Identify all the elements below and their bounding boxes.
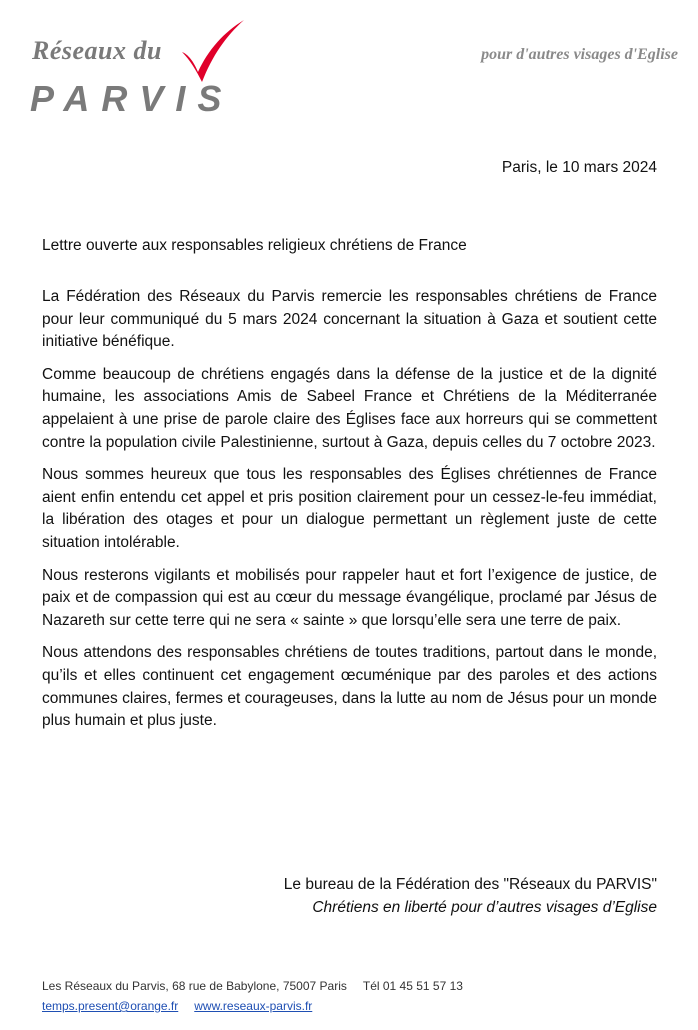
signature-line1: Le bureau de la Fédération des "Réseaux du PARVIS" — [283, 876, 657, 893]
paragraph: Nous sommes heureux que tous les responsables des Églises chrétiennes de France aient enfin entendu cet appel et pris position clairement pour un cessez-le-feu immédiat, la libération des otages et pour un dialogue permettant un règlement juste de cette situation intolérable. — [42, 466, 657, 551]
website-link[interactable]: www.reseaux-parvis.fr — [194, 999, 313, 1013]
checkmark-icon — [178, 18, 248, 88]
footer — [42, 976, 463, 1016]
letter-date: Paris, le 10 mars 2024 — [501, 159, 657, 176]
paragraph: Nous resterons vigilants et mobilisés pour rappeler haut et fort l’exigence de justice, de paix et de compassion qui est au cœur du message évangélique, proclamé par Jésus de Nazareth sur cette terre qui ne sera « sainte » que lorsqu’elle sera une terre de paix. — [42, 566, 657, 629]
paragraph: Nous attendons des responsables chrétiens de toutes traditions, partout dans le monde, qu’ils et elles continuent cet engagement œcuménique par des paroles et des actions communes claires, fermes et courageuses, dans la lutte au nom de Jésus pour un monde plus humain et plus juste. — [42, 644, 657, 730]
letter-body — [42, 286, 657, 743]
tagline: pour d'autres visages d'Eglise — [481, 46, 678, 63]
signature — [284, 873, 657, 919]
logo — [30, 18, 250, 118]
paragraph: La Fédération des Réseaux du Parvis remercie les responsables chrétiens de France pour leur communiqué du 5 mars 2024 concernant la situation à Gaza et soutient cette initiative bénéfique. — [42, 288, 657, 351]
footer-address: Les Réseaux du Parvis, 68 rue de Babylone, 75007 Paris — [42, 979, 347, 993]
signature-line2: Chrétiens en liberté pour d’autres visages d’Eglise — [312, 899, 657, 916]
letter-subject: Lettre ouverte aux responsables religieux chrétiens de France — [42, 237, 467, 254]
logo-line1: Réseaux du — [32, 36, 162, 65]
email-link[interactable]: temps.present@orange.fr — [42, 999, 179, 1013]
logo-line2: PARVIS — [30, 78, 234, 119]
paragraph: Comme beaucoup de chrétiens engagés dans la défense de la justice et de la dignité humaine, les associations Amis de Sabeel France et Chrétiens de la Méditerranée appelaient à une prise de parole claire des Églises face aux horreurs qui se commettent contre la population civile Palestinienne, surtout à Gaza, depuis celles du 7 octobre 2023. — [42, 365, 657, 451]
footer-phone: Tél 01 45 51 57 13 — [362, 979, 463, 993]
